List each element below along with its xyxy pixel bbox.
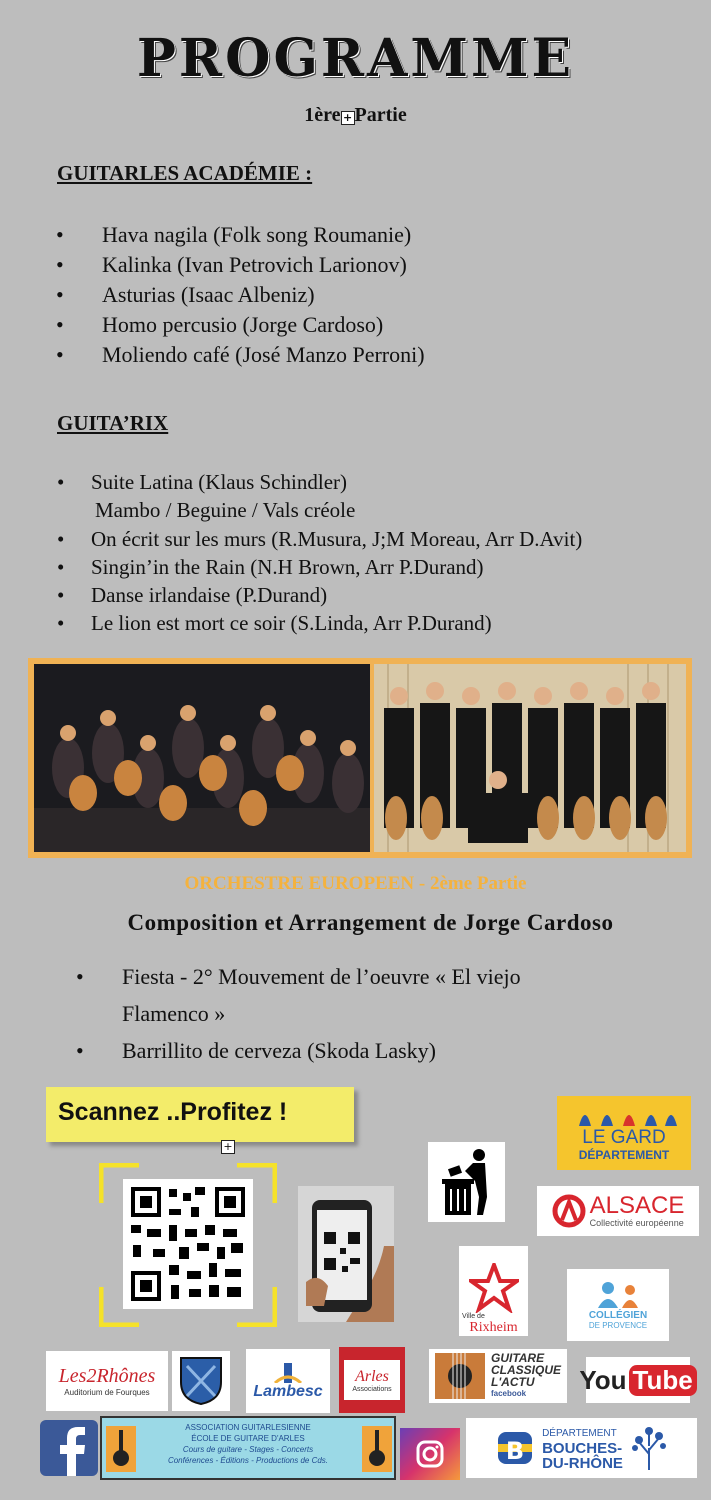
guitare-facebook-text: facebook bbox=[490, 1389, 527, 1398]
le-gard-logo[interactable] bbox=[557, 1096, 691, 1170]
instagram-icon[interactable] bbox=[400, 1428, 460, 1480]
association-card[interactable] bbox=[100, 1416, 396, 1480]
bdr-b-icon bbox=[494, 1428, 536, 1468]
list-item: • Fiesta - 2° Mouvement de l’oeuvre « El viejo bbox=[122, 958, 521, 995]
photo-frame bbox=[28, 658, 692, 858]
composition-heading: Composition et Arrangement de Jorge Cardoso bbox=[127, 910, 614, 935]
bouches-du-rhone-logo[interactable] bbox=[466, 1418, 697, 1478]
les2rhones-text: Les2Rhônes bbox=[58, 1365, 156, 1387]
collegien-text: COLLÉGIEN bbox=[588, 1310, 648, 1321]
part-subtitle bbox=[0, 104, 711, 127]
page-title: PROGRAMME bbox=[136, 28, 575, 89]
lambesc-logo[interactable] bbox=[246, 1349, 330, 1413]
guitare-text-1: GUITARE bbox=[490, 1351, 545, 1365]
lambesc-tower-icon bbox=[273, 1361, 303, 1383]
subtitle-prefix: 1ère bbox=[304, 104, 341, 126]
guitar-icon bbox=[106, 1426, 136, 1472]
list-item: • Singin’in the Rain (N.H Brown, Arr P.Durand) bbox=[91, 553, 582, 581]
youtube-text: You bbox=[579, 1364, 627, 1395]
list-item: • Asturias (Isaac Albeniz) bbox=[102, 280, 425, 310]
olive-tree-icon bbox=[629, 1426, 669, 1470]
orchestre-list bbox=[122, 958, 521, 995]
qr-code-icon[interactable] bbox=[99, 1163, 277, 1327]
academie-heading: GUITARLES ACADÉMIE : bbox=[57, 161, 313, 185]
youtube-box-text: Tube bbox=[629, 1365, 697, 1396]
assoc-line-2: ÉCOLE DE GUITARE D'ARLES bbox=[191, 1434, 305, 1443]
assoc-line-4: Conférences - Éditions - Productions de Cds. bbox=[167, 1456, 329, 1465]
lambesc-text: Lambesc bbox=[253, 1383, 323, 1400]
guitar-icon bbox=[435, 1353, 485, 1399]
collegien-provence-logo[interactable] bbox=[567, 1269, 669, 1341]
list-item: • Le lion est mort ce soir (S.Linda, Arr P.Durand) bbox=[91, 609, 582, 637]
alsace-logo[interactable] bbox=[537, 1186, 699, 1236]
list-item: • Barrillito de cerveza (Skoda Lasky) bbox=[122, 1032, 436, 1069]
facebook-icon[interactable] bbox=[40, 1420, 98, 1476]
town-crest-logo[interactable] bbox=[172, 1351, 230, 1411]
qr-frame bbox=[99, 1163, 277, 1327]
les2rhones-logo[interactable] bbox=[46, 1351, 168, 1411]
guitarix-list-2 bbox=[91, 525, 582, 637]
guitarix-list bbox=[91, 468, 347, 496]
guitare-classique-logo[interactable] bbox=[429, 1349, 567, 1403]
rixheim-star-icon bbox=[469, 1263, 519, 1313]
move-handle-icon[interactable]: + bbox=[221, 1140, 235, 1154]
arles-subtext: Associations bbox=[352, 1385, 392, 1393]
svg-text:B: B bbox=[505, 1437, 525, 1465]
alsace-subtext: Collectivité européenne bbox=[589, 1218, 684, 1228]
bdr-text-2: BOUCHES- bbox=[542, 1439, 623, 1457]
rixheim-logo[interactable] bbox=[459, 1246, 528, 1336]
arles-text: Arles bbox=[355, 1367, 389, 1385]
shield-icon bbox=[179, 1356, 223, 1406]
list-item: • Homo percusio (Jorge Cardoso) bbox=[102, 310, 425, 340]
list-item: • Suite Latina (Klaus Schindler) bbox=[91, 468, 347, 496]
guitarix-heading: GUITA’RIX bbox=[57, 411, 169, 435]
orchestre-heading: ORCHESTRE EUROPEEN - 2ème Partie bbox=[184, 873, 527, 894]
gard-shapes-icon bbox=[569, 1104, 679, 1128]
gard-subtext: DÉPARTEMENT bbox=[578, 1148, 670, 1162]
arles-associations-logo[interactable] bbox=[339, 1347, 405, 1413]
rixheim-subtext: Ville de bbox=[462, 1313, 485, 1320]
collegien-subtext: DE PROVENCE bbox=[588, 1321, 648, 1330]
guitare-text-2: CLASSIQUE bbox=[490, 1363, 561, 1377]
assoc-line-1: ASSOCIATION GUITARLESIENNE bbox=[185, 1423, 311, 1432]
ensemble-photos bbox=[28, 658, 692, 858]
list-item-continuation: Flamenco » bbox=[122, 1001, 226, 1026]
move-handle-icon[interactable]: + bbox=[341, 111, 355, 125]
list-item: • Hava nagila (Folk song Roumanie) bbox=[102, 220, 425, 250]
suite-latina-parts: Mambo / Beguine / Vals créole bbox=[95, 498, 356, 522]
scan-banner: Scannez ..Profitez ! bbox=[46, 1087, 354, 1142]
list-item: • Moliendo café (José Manzo Perroni) bbox=[102, 340, 425, 370]
alsace-text: ALSACE bbox=[589, 1192, 685, 1219]
collegien-figures-icon bbox=[588, 1280, 648, 1310]
guitare-text-3: L'ACTU bbox=[490, 1375, 535, 1389]
orchestre-list-2 bbox=[122, 1032, 436, 1069]
trash-recycle-icon bbox=[428, 1142, 505, 1222]
list-item: • Kalinka (Ivan Petrovich Larionov) bbox=[102, 250, 425, 280]
assoc-line-3: Cours de guitare - Stages - Concerts bbox=[182, 1445, 314, 1454]
bdr-text-3: DU-RHÔNE bbox=[542, 1454, 623, 1472]
bdr-text-1: DÉPARTEMENT bbox=[542, 1427, 617, 1439]
phone-scan-icon bbox=[298, 1186, 394, 1322]
gard-text: LE GARD bbox=[582, 1127, 666, 1148]
guitar-icon bbox=[362, 1426, 392, 1472]
les2rhones-subtext: Auditorium de Fourques bbox=[64, 1388, 150, 1397]
list-item: • Danse irlandaise (P.Durand) bbox=[91, 581, 582, 609]
list-item: • On écrit sur les murs (R.Musura, J;M Moreau, Arr D.Avit) bbox=[91, 525, 582, 553]
alsace-a-icon bbox=[552, 1194, 586, 1228]
rixheim-text: Rixheim bbox=[469, 1320, 518, 1335]
youtube-logo[interactable] bbox=[579, 1357, 693, 1403]
subtitle-suffix: Partie bbox=[354, 104, 407, 126]
academie-list bbox=[102, 220, 425, 370]
